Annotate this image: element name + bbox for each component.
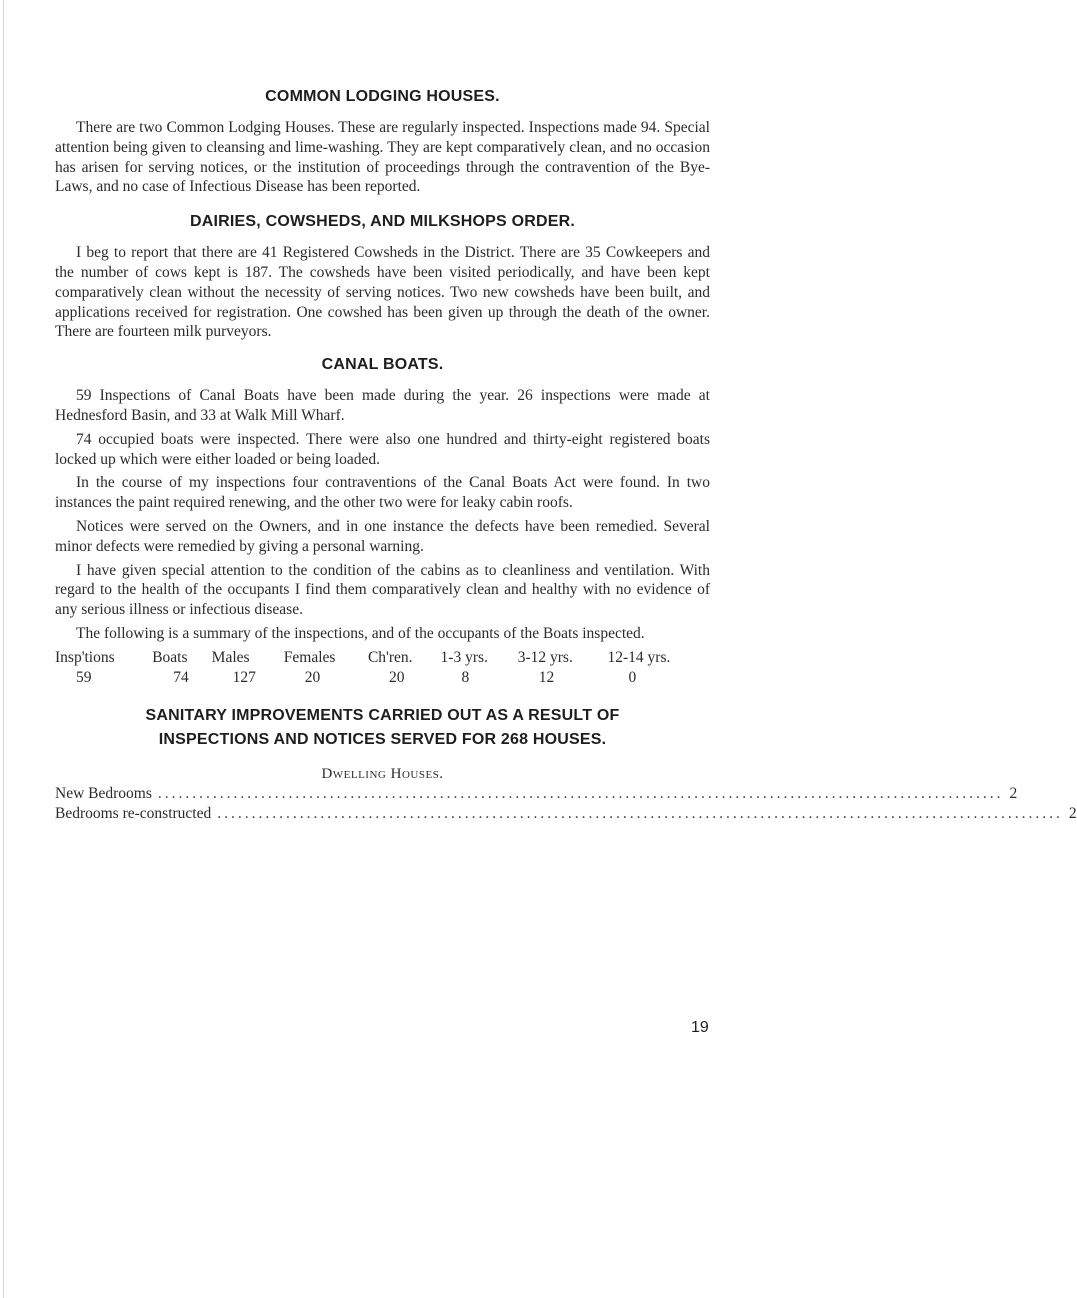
heading-dairies-cowsheds: DAIRIES, COWSHEDS, AND MILKSHOPS ORDER. — [189, 213, 575, 231]
summary-value-cell: 12 — [538, 668, 555, 686]
heading-common-lodging-houses: COMMON LODGING HOUSES. — [265, 88, 500, 105]
leader-dots: ........................................................................................................................... — [157, 784, 1004, 802]
paragraph-canal-4: Notices were served on the Owners, and in one instance the defects have been remedied. Several minor defects were remedied by giving a personal warning. — [55, 517, 710, 555]
list-item — [55, 804, 1077, 824]
summary-header-cell: Ch'ren. — [367, 648, 413, 666]
paragraph-canal-1: 59 Inspections of Canal Boats have been made during the year. 26 inspections were made at Hednesford Basin, and 33 at Walk Mill Wharf. — [55, 387, 710, 424]
summary-value-cell: 127 — [232, 668, 256, 686]
summary-header-row — [55, 648, 710, 668]
paragraph-canal-2: 74 occupied boats were inspected. There were also one hundred and thirty-eight registered boats locked up which were either loaded or being loaded. — [55, 430, 710, 468]
summary-header-cell: 1-3 yrs. — [440, 648, 488, 666]
summary-value-cell: 8 — [461, 668, 470, 686]
heading-sanitary-line-2: INSPECTIONS AND NOTICES SERVED FOR 268 HOUSES. — [158, 730, 607, 748]
list-item — [55, 784, 1018, 804]
summary-header-cell: Males — [211, 648, 250, 666]
list-item-value: 2 — [1068, 804, 1077, 822]
list-item-value: 2 — [1009, 784, 1018, 802]
subheading-dwelling-houses: Dwelling Houses. — [321, 765, 444, 782]
summary-header-cell: Insp'tions — [55, 648, 115, 666]
scan-edge-line — [3, 0, 4, 1298]
summary-value-cell: 59 — [76, 668, 92, 686]
summary-value-cell: 20 — [304, 668, 321, 686]
paragraph-canal-5: I have given special attention to the condition of the cabins as to cleanliness and ventilation. With regard to the health of the occupants I find them comparatively clean and healthy with no evidence of any serious illness or infectious disease. — [55, 561, 710, 619]
summary-header-cell: 3-12 yrs. — [517, 648, 573, 666]
heading-sanitary-improvements — [55, 704, 710, 752]
page-number: 19 — [691, 1019, 709, 1036]
summary-value-cell: 0 — [628, 668, 637, 686]
paragraph-canal-6: The following is a summary of the inspections, and of the occupants of the Boats inspected. — [76, 624, 645, 642]
summary-value-cell: 74 — [173, 668, 189, 686]
heading-canal-boats: CANAL BOATS. — [321, 356, 444, 374]
list-item-label: Bedrooms re-constructed — [55, 804, 212, 822]
summary-value-cell: 20 — [388, 668, 405, 686]
paragraph-canal-3: In the course of my inspections four contraventions of the Canal Boats Act were found. In two instances the paint required renewing, and the other two were for leaky cabin roofs. — [55, 474, 710, 512]
list-item-label: New Bedrooms — [55, 784, 152, 802]
paragraph-dairies-1: I beg to report that there are 41 Registered Cowsheds in the District. There are 35 Cowkeepers and the number of cows kept is 187. The cowsheds have been visited periodically, and have been kept comparatively clean without the necessity of serving notices. Two new cowsheds have been built, and applications received for registration. One cowshed has been given up through the death of the owner. There are fourteen milk purveyors. — [55, 244, 710, 341]
heading-sanitary-line-1: SANITARY IMPROVEMENTS CARRIED OUT AS A RESULT OF — [145, 706, 620, 724]
summary-header-cell: Females — [283, 648, 336, 666]
leader-dots: ........................................................................................................................... — [217, 804, 1063, 822]
summary-header-cell: Boats — [152, 648, 188, 666]
document-page — [55, 88, 1077, 824]
paragraph-lodging-1: There are two Common Lodging Houses. These are regularly inspected. Inspections made 94. Special attention being given to cleansing and lime-washing. They are kept comparatively clean, and no occasion has arisen for serving notices, or the institution of proceedings through the contravention of the Bye-Laws, and no case of Infectious Disease has been reported. — [55, 119, 710, 196]
summary-header-cell: 12-14 yrs. — [607, 648, 671, 666]
canal-boats-summary-table — [55, 648, 710, 688]
summary-values-row — [55, 668, 710, 688]
